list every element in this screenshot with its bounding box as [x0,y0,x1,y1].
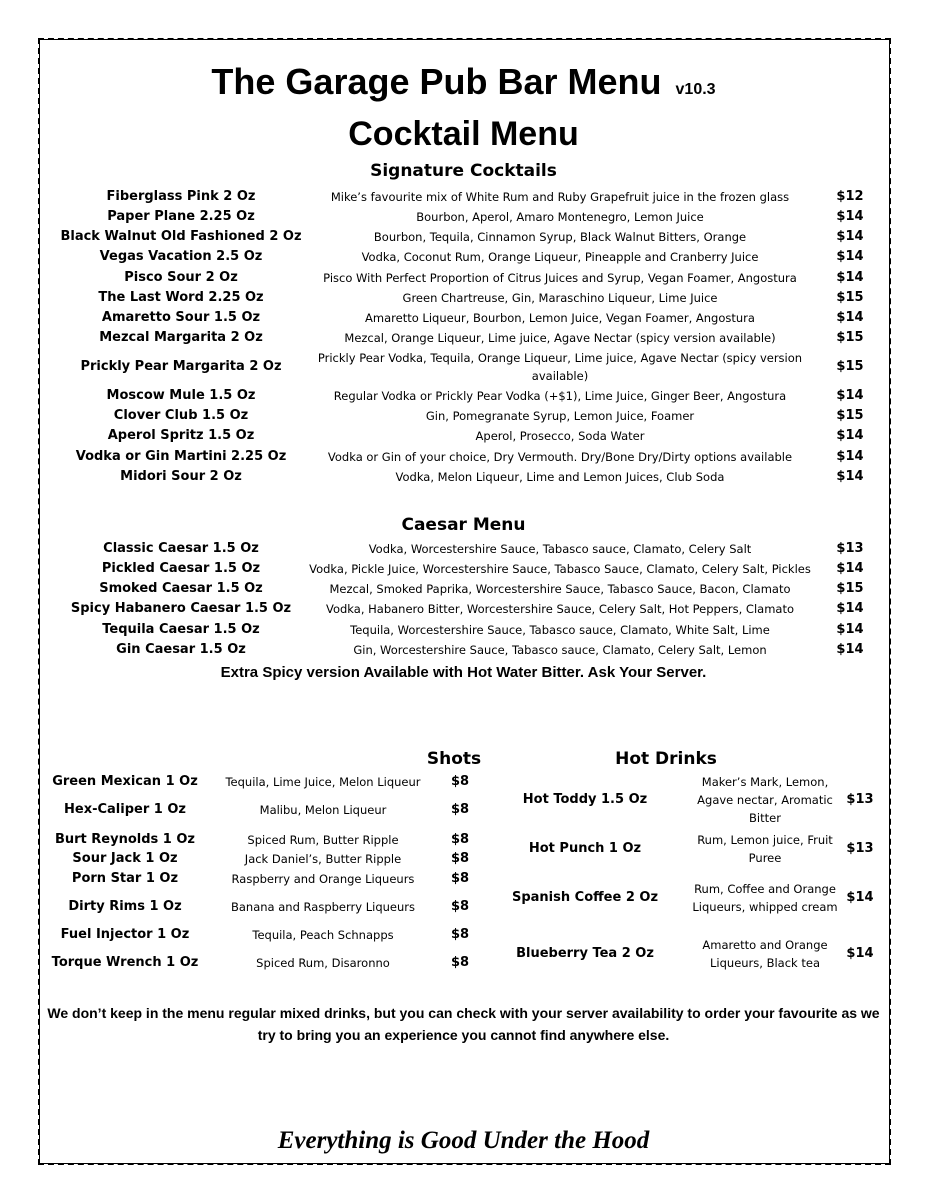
menu-item-row [50,348,870,386]
menu-item-row [50,953,480,973]
slogan: Everything is Good Under the Hood [277,1127,650,1154]
item-description: Malibu, Melon Liqueur [259,803,387,817]
item-price: $14 [836,600,864,616]
item-price: $13 [846,840,874,856]
menu-item-row [50,869,480,889]
menu-item-row [50,599,870,619]
menu-title [0,60,927,112]
item-description: Vodka, Coconut Rum, Orange Liqueur, Pineapple and Cranberry Juice [361,250,759,264]
item-name: Tequila Caesar 1.5 Oz [102,621,260,637]
item-name: Torque Wrench 1 Oz [51,954,199,970]
item-name: Pickled Caesar 1.5 Oz [101,560,261,576]
item-description: Tequila, Lime Juice, Melon Liqueur [225,775,421,789]
item-price: $8 [450,773,470,789]
item-name: Pisco Sour 2 Oz [124,269,238,285]
item-description: Prickly Pear Vodka, Tequila, Orange Liqueur, Lime juice, Agave Nectar (spicy version available) [317,351,803,383]
item-price: $14 [836,427,864,443]
item-description: Tequila, Worcestershire Sauce, Tabasco sauce, Clamato, White Salt, Lime [350,623,770,637]
menu-item-row [50,579,870,599]
menu-item-row [50,247,870,267]
caesar-heading: Caesar Menu [401,515,526,535]
item-name: Classic Caesar 1.5 Oz [103,540,259,556]
item-price: $15 [836,580,864,596]
item-description: Bourbon, Aperol, Amaro Montenegro, Lemon Juice [416,210,704,224]
item-price: $14 [836,387,864,403]
item-name: Gin Caesar 1.5 Oz [116,641,246,657]
item-price: $13 [846,791,874,807]
menu-item-row [50,406,870,426]
item-name: Aperol Spritz 1.5 Oz [107,427,255,443]
item-name: Blueberry Tea 2 Oz [516,945,654,961]
item-price: $14 [836,641,864,657]
item-description: Vodka or Gin of your choice, Dry Vermouth. Dry/Bone Dry/Dirty options available [327,450,793,464]
item-name: Smoked Caesar 1.5 Oz [99,580,263,596]
item-description: Bourbon, Tequila, Cinnamon Syrup, Black Walnut Bitters, Orange [373,230,747,244]
item-description: Gin, Pomegranate Syrup, Lemon Juice, Foamer [425,409,695,423]
item-description: Rum, Coffee and Orange Liqueurs, whipped cream [692,882,838,914]
menu-item-row [50,268,870,288]
item-price: $14 [836,560,864,576]
menu-subtitle: Cocktail Menu [348,115,579,153]
menu-item-row [50,386,870,406]
item-price: $14 [846,945,874,961]
item-description: Amaretto and Orange Liqueurs, Black tea [702,938,828,970]
hot-drinks-heading: Hot Drinks [615,749,717,769]
item-price: $8 [450,831,470,847]
item-name: The Last Word 2.25 Oz [98,289,264,305]
item-description: Maker’s Mark, Lemon, Agave nectar, Aromatic Bitter [697,775,833,825]
menu-item-row [50,467,870,487]
item-description: Rum, Lemon juice, Fruit Puree [697,833,833,865]
item-name: Fuel Injector 1 Oz [60,926,190,942]
item-price: $14 [836,228,864,244]
item-name: Moscow Mule 1.5 Oz [106,387,256,403]
item-name: Porn Star 1 Oz [71,870,179,886]
item-price: $12 [836,188,864,204]
item-name: Paper Plane 2.25 Oz [107,208,255,224]
item-name: Hot Toddy 1.5 Oz [522,791,648,807]
item-description: Aperol, Prosecco, Soda Water [475,429,645,443]
item-price: $14 [836,448,864,464]
menu-item-row [50,620,870,640]
item-price: $8 [450,801,470,817]
menu-item-row [50,925,480,945]
menu-item-row [50,897,480,917]
item-description: Spiced Rum, Disaronno [256,956,390,970]
item-name: Sour Jack 1 Oz [72,850,178,866]
item-description: Vodka, Melon Liqueur, Lime and Lemon Juices, Club Soda [395,470,725,484]
item-description: Tequila, Peach Schnapps [252,928,394,942]
item-price: $14 [836,468,864,484]
menu-item-row [50,830,480,850]
item-name: Spanish Coffee 2 Oz [511,889,659,905]
item-name: Clover Club 1.5 Oz [113,407,249,423]
menu-item-row [50,849,480,869]
item-description: Regular Vodka or Prickly Pear Vodka (+$1), Lime Juice, Ginger Beer, Angostura [333,389,787,403]
menu-item-row [50,447,870,467]
menu-item-row [50,559,870,579]
menu-item-row [50,539,870,559]
item-description: Gin, Worcestershire Sauce, Tabasco sauce, Clamato, Celery Salt, Lemon [353,643,767,657]
item-description: Mezcal, Smoked Paprika, Worcestershire Sauce, Tabasco Sauce, Bacon, Clamato [329,582,791,596]
item-price: $15 [836,289,864,305]
menu-title-text: The Garage Pub Bar Menu [211,61,662,102]
item-price: $13 [836,540,864,556]
menu-item-row [50,187,870,207]
item-name: Fiberglass Pink 2 Oz [106,188,256,204]
menu-item-row [50,308,870,328]
item-description: Mezcal, Orange Liqueur, Lime juice, Agave Nectar (spicy version available) [344,331,776,345]
item-description: Banana and Raspberry Liqueurs [231,900,415,914]
item-name: Amaretto Sour 1.5 Oz [101,309,261,325]
item-price: $14 [836,269,864,285]
item-description: Vodka, Pickle Juice, Worcestershire Sauce, Tabasco Sauce, Clamato, Celery Salt, Pickles [309,562,811,576]
caesar-note: Extra Spicy version Available with Hot Water Bitter. Ask Your Server. [220,664,707,681]
item-price: $14 [836,309,864,325]
item-price: $8 [450,850,470,866]
menu-item-row [50,772,480,792]
item-name: Midori Sour 2 Oz [120,468,242,484]
item-description: Jack Daniel’s, Butter Ripple [244,852,402,866]
item-name: Black Walnut Old Fashioned 2 Oz [60,228,302,244]
item-description: Vodka, Habanero Bitter, Worcestershire Sauce, Celery Salt, Hot Peppers, Clamato [326,602,794,616]
menu-item-row [50,227,870,247]
item-description: Spiced Rum, Butter Ripple [247,833,399,847]
menu-version: v10.3 [675,81,716,98]
item-price: $15 [836,329,864,345]
shots-heading: Shots [426,749,482,769]
item-name: Green Mexican 1 Oz [52,773,198,789]
menu-item-row [50,426,870,446]
menu-item-row [510,830,880,868]
item-description: Vodka, Worcestershire Sauce, Tabasco sauce, Clamato, Celery Salt [368,542,752,556]
item-description: Raspberry and Orange Liqueurs [231,872,415,886]
item-name: Vegas Vacation 2.5 Oz [99,248,263,264]
item-description: Mike’s favourite mix of White Rum and Ruby Grapefruit juice in the frozen glass [330,190,790,204]
signature-heading: Signature Cocktails [370,161,557,181]
item-name: Hot Punch 1 Oz [528,840,642,856]
item-description: Green Chartreuse, Gin, Maraschino Liqueur, Lime Juice [402,291,718,305]
item-price: $14 [836,208,864,224]
item-name: Spicy Habanero Caesar 1.5 Oz [70,600,292,616]
item-price: $14 [836,248,864,264]
item-name: Vodka or Gin Martini 2.25 Oz [75,448,287,464]
menu-item-row [510,870,880,926]
item-description: Amaretto Liqueur, Bourbon, Lemon Juice, Vegan Foamer, Angostura [365,311,755,325]
menu-item-row [50,800,480,820]
item-name: Dirty Rims 1 Oz [68,898,182,914]
closing-note: We don’t keep in the menu regular mixed drinks, but you can check with your server availability to order your favourite as we try to bring you an experience you cannot find anywhere else. [47,1005,880,1043]
menu-item-row [50,328,870,348]
item-price: $14 [836,621,864,637]
item-name: Mezcal Margarita 2 Oz [99,329,263,345]
item-price: $8 [450,870,470,886]
item-price: $8 [450,954,470,970]
item-price: $8 [450,926,470,942]
item-description: Pisco With Perfect Proportion of Citrus Juices and Syrup, Vegan Foamer, Angostura [323,271,797,285]
menu-item-row [510,926,880,982]
item-name: Hex-Caliper 1 Oz [64,801,186,817]
item-price: $15 [836,358,864,374]
menu-item-row [510,772,880,828]
item-price: $14 [846,889,874,905]
item-name: Prickly Pear Margarita 2 Oz [80,358,282,374]
item-price: $15 [836,407,864,423]
item-name: Burt Reynolds 1 Oz [54,831,196,847]
item-price: $8 [450,898,470,914]
menu-item-row [50,288,870,308]
menu-item-row [50,640,870,660]
menu-item-row [50,207,870,227]
